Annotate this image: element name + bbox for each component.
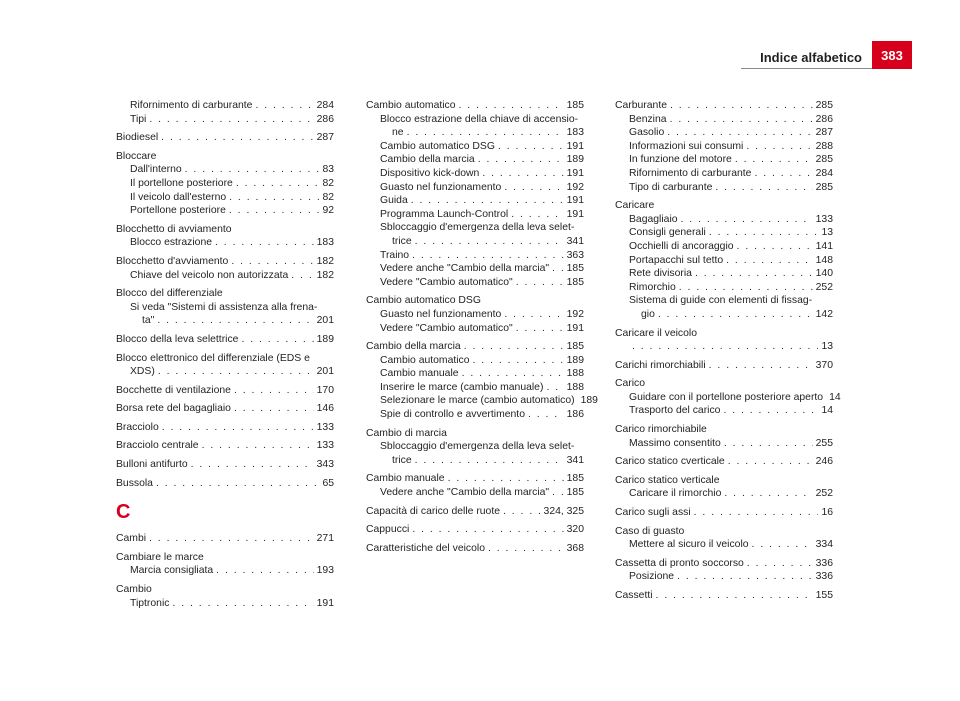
index-heading: Caricare il veicolo — [615, 327, 697, 339]
index-entry: Rimorchio . . . 252 — [615, 281, 833, 295]
index-entry: Consigli generali . . . 13 — [615, 226, 833, 240]
index-entry-line: Sbloccaggio d'emergenza della leva selet- — [380, 222, 575, 234]
index-entry: Cappucci . . . 320 — [366, 523, 584, 537]
index-heading: Caso di guasto — [615, 525, 685, 537]
index-heading: Cambio — [116, 584, 152, 596]
index-entry: Massimo consentito . . . 255 — [615, 437, 833, 451]
index-entry: Dispositivo kick-down . . . 191 — [366, 167, 584, 181]
index-entry: Mettere al sicuro il veicolo . . . 334 — [615, 538, 833, 552]
index-entry: Cambio manuale . . . 188 — [366, 367, 584, 381]
index-entry: Dall'interno . . . 83 — [116, 163, 334, 177]
index-entry: Cambio della marcia . . . 189 — [366, 153, 584, 167]
index-entry: Portapacchi sul tetto . . . 148 — [615, 254, 833, 268]
index-entry: Spie di controllo e avvertimento . . . 186 — [366, 408, 584, 422]
index-entry: Carico sugli assi . . . 16 — [615, 506, 833, 520]
index-column-3 — [615, 99, 841, 603]
index-heading: Carico — [615, 378, 646, 390]
index-heading: Bloccare — [116, 150, 157, 162]
index-entry: Cambio manuale . . . 185 — [366, 472, 584, 486]
index-entry: Informazioni sui consumi . . . 288 — [615, 140, 833, 154]
index-column-2 — [366, 99, 598, 555]
index-entry: Borsa rete del bagagliaio . . . 146 — [116, 402, 334, 416]
index-entry: Chiave del veicolo non autorizzata . . . 182 — [116, 269, 334, 283]
index-entry: Marcia consigliata . . . 193 — [116, 564, 334, 578]
section-letter: C — [116, 501, 131, 524]
index-entry: Occhielli di ancoraggio . . . 141 — [615, 240, 833, 254]
index-entry: Guasto nel funzionamento . . . 192 — [366, 308, 584, 322]
index-entry: Tiptronic . . . 191 — [116, 597, 334, 611]
index-entry: Cambio automatico . . . 185 — [366, 99, 584, 113]
index-entry: Biodiesel . . . 287 — [116, 131, 334, 145]
index-entry: Bocchette di ventilazione . . . 170 — [116, 384, 334, 398]
index-entry: Vedere "Cambio automatico" . . . 191 — [366, 322, 584, 336]
index-entry: Selezionare le marce (cambio automatico) 189 — [380, 395, 598, 407]
index-entry: Carico statico cverticale . . . 246 — [615, 455, 833, 469]
index-entry: Carichi rimorchiabili . . . 370 — [615, 359, 833, 373]
index-entry: Posizione . . . 336 — [615, 570, 833, 584]
index-entry: In funzione del motore . . . 285 — [615, 153, 833, 167]
index-heading: Carico rimorchiabile — [615, 424, 707, 436]
index-entry: Il veicolo dall'esterno . . . 82 — [116, 191, 334, 205]
index-entry: trice . . . 341 — [366, 454, 584, 468]
index-entry: Rifornimento di carburante . . . 284 — [615, 167, 833, 181]
index-entry: Rete divisoria . . . 140 — [615, 267, 833, 281]
index-entry-line: Si veda "Sistemi di assistenza alla frena- — [130, 301, 318, 313]
index-entry: Guasto nel funzionamento . . . 192 — [366, 181, 584, 195]
page-number-tab — [872, 41, 912, 69]
index-entry: trice . . . 341 — [366, 235, 584, 249]
index-entry: ta" . . . 201 — [116, 314, 334, 328]
index-heading: Blocco elettronico del differenziale (EDS e — [116, 352, 310, 364]
index-heading: Carico statico verticale — [615, 474, 720, 486]
index-entry: Caratteristiche del veicolo . . . 368 — [366, 542, 584, 556]
page-header — [0, 0, 960, 70]
index-column-1 — [116, 99, 334, 610]
index-entry-line: Sistema di guide con elementi di fissag- — [629, 295, 813, 307]
index-entry: Guidare con il portellone posteriore aperto 14 — [629, 391, 841, 403]
index-entry-line: Blocco estrazione della chiave di accensio- — [380, 113, 579, 125]
index-entry: . . . 13 — [615, 340, 833, 354]
index-entry: Benzina . . . 286 — [615, 113, 833, 127]
index-entry: Carburante . . . 285 — [615, 99, 833, 113]
index-heading: Blocchetto di avviamento — [116, 223, 232, 235]
index-entry: Vedere "Cambio automatico" . . . 185 — [366, 276, 584, 290]
index-entry: Cambio automatico DSG . . . 191 — [366, 140, 584, 154]
index-entry: Bagagliaio . . . 133 — [615, 213, 833, 227]
header-title: Indice alfabetico — [760, 50, 862, 65]
index-entry: Capacità di carico delle ruote . . . 324, 325 — [366, 505, 584, 519]
index-entry: Gasolio . . . 287 — [615, 126, 833, 140]
index-entry: Il portellone posteriore . . . 82 — [116, 177, 334, 191]
index-heading: Cambio automatico DSG — [366, 295, 481, 307]
index-entry: Cambi . . . 271 — [116, 532, 334, 546]
index-entry: Bracciolo centrale . . . 133 — [116, 439, 334, 453]
index-entry: Vedere anche "Cambio della marcia" . . . 185 — [366, 262, 584, 276]
index-entry: Caricare il rimorchio . . . 252 — [615, 487, 833, 501]
index-entry: Cassetti . . . 155 — [615, 589, 833, 603]
index-entry: XDS) . . . 201 — [116, 365, 334, 379]
index-entry: Bracciolo . . . 133 — [116, 421, 334, 435]
index-entry: Cambio automatico . . . 189 — [366, 354, 584, 368]
index-entry: Blocchetto d'avviamento . . . 182 — [116, 255, 334, 269]
index-entry: Cassetta di pronto soccorso . . . 336 — [615, 557, 833, 571]
index-heading: Cambiare le marce — [116, 551, 204, 563]
index-entry: Tipo di carburante . . . 285 — [615, 181, 833, 195]
header-rule — [741, 68, 872, 69]
index-entry: Tipi . . . 286 — [116, 113, 334, 127]
index-heading: Caricare — [615, 200, 655, 212]
index-entry: Blocco della leva selettrice . . . 189 — [116, 333, 334, 347]
index-entry: Rifornimento di carburante . . . 284 — [116, 99, 334, 113]
page-number: 383 — [881, 47, 903, 63]
index-entry: Bussola . . . 65 — [116, 477, 334, 491]
index-entry: Inserire le marce (cambio manuale) . . . 188 — [366, 381, 584, 395]
index-entry: Portellone posteriore . . . 92 — [116, 204, 334, 218]
index-heading: Cambio di marcia — [366, 427, 447, 439]
index-heading: Blocco del differenziale — [116, 288, 223, 300]
index-entry: gio . . . 142 — [615, 308, 833, 322]
index-entry: Trasporto del carico . . . 14 — [615, 404, 833, 418]
index-entry-line: Sbloccaggio d'emergenza della leva selet- — [380, 441, 575, 453]
index-entry: ne . . . 183 — [366, 126, 584, 140]
index-entry: Blocco estrazione . . . 183 — [116, 236, 334, 250]
index-entry: Programma Launch-Control . . . 191 — [366, 208, 584, 222]
index-entry: Guida . . . 191 — [366, 194, 584, 208]
index-entry: Cambio della marcia . . . 185 — [366, 340, 584, 354]
index-entry: Bulloni antifurto . . . 343 — [116, 458, 334, 472]
index-entry: Traino . . . 363 — [366, 249, 584, 263]
index-entry: Vedere anche "Cambio della marcia" . . . 185 — [366, 486, 584, 500]
